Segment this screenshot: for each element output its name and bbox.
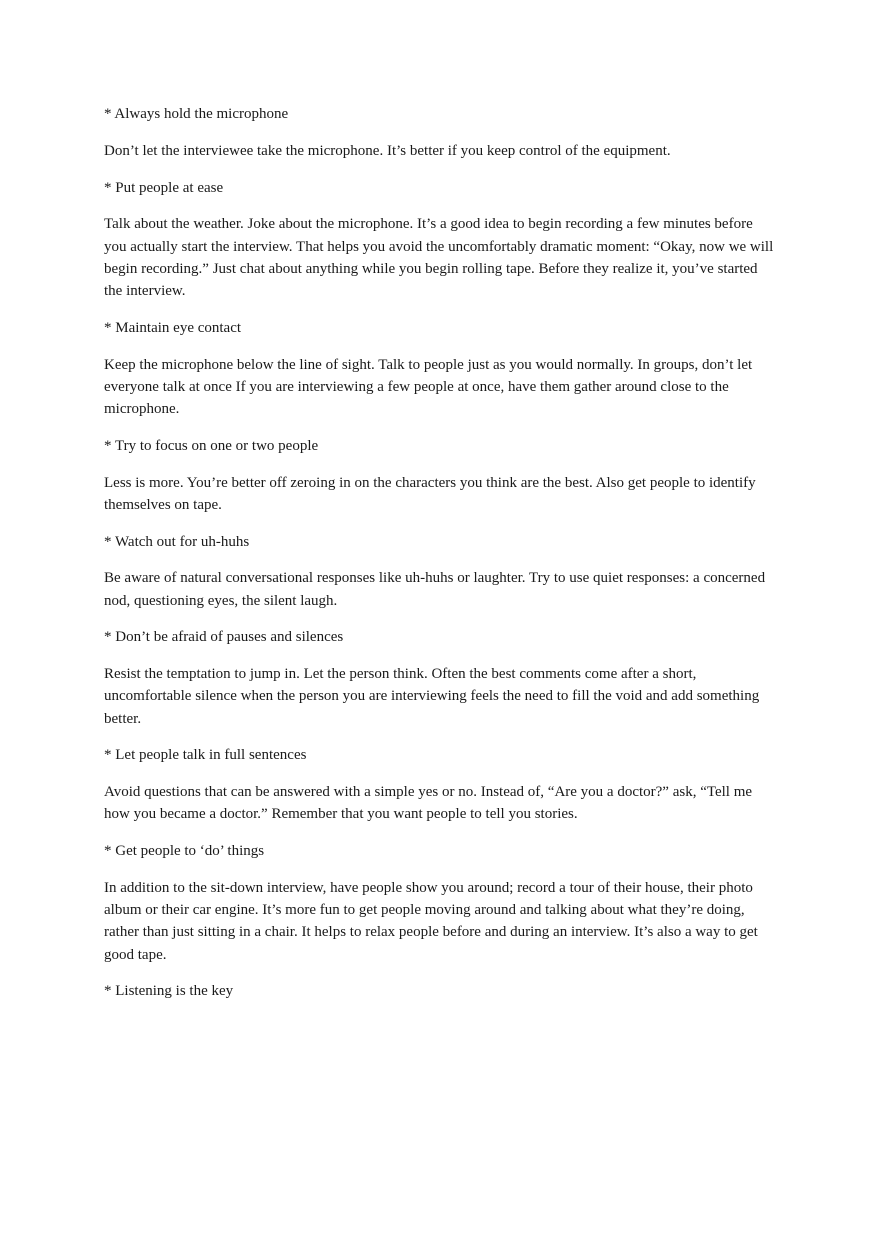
- section-put-people-at-ease: [104, 177, 776, 303]
- section-get-people-to-do-things: [104, 840, 776, 966]
- section-heading: * Let people talk in full sentences: [104, 747, 307, 764]
- section-paragraph: Don’t let the interviewee take the microphone. It’s better if you keep control of the equipment.: [104, 142, 671, 159]
- section-heading: * Listening is the key: [104, 983, 234, 1000]
- section-listening-is-the-key: [104, 980, 776, 1002]
- section-paragraph: Talk about the weather. Joke about the microphone. It’s a good idea to begin recording a few minutes before you actually start the interview. That helps you avoid the uncomfortably dramatic moment: “Okay, now we will begin recording.” Just chat about anything while you begin rolling tape. Before they realize it, you’ve started the interview.: [104, 216, 774, 299]
- section-heading: * Maintain eye contact: [104, 319, 242, 336]
- section-heading: * Watch out for uh-huhs: [104, 533, 250, 550]
- section-pauses-and-silences: [104, 626, 776, 729]
- section-heading: * Don’t be afraid of pauses and silences: [104, 629, 344, 646]
- section-full-sentences: [104, 744, 776, 825]
- section-heading: * Always hold the microphone: [104, 106, 289, 122]
- document-page: [104, 103, 776, 1017]
- section-paragraph: In addition to the sit-down interview, have people show you around; record a tour of their house, their photo album or their car engine. It’s more fun to get people moving around and talking about what they’re doing, rather than just sitting in a chair. It helps to relax people before and during an interview. It’s also a way to get good tape.: [104, 879, 758, 963]
- section-heading: * Try to focus on one or two people: [104, 437, 319, 454]
- section-maintain-eye-contact: [104, 317, 776, 420]
- section-always-hold-microphone: [104, 103, 776, 162]
- section-watch-out-uh-huhs: [104, 531, 776, 612]
- section-paragraph: Resist the temptation to jump in. Let the person think. Often the best comments come after a short, uncomfortable silence when the person you are interviewing feels the need to fill the void and add something better.: [104, 666, 760, 727]
- section-paragraph: Avoid questions that can be answered with a simple yes or no. Instead of, “Are you a doctor?” ask, “Tell me how you became a doctor.” Remember that you want people to tell you stories.: [104, 784, 753, 823]
- section-focus-on-one-or-two: [104, 435, 776, 516]
- section-heading: * Get people to ‘do’ things: [104, 843, 265, 860]
- section-paragraph: Be aware of natural conversational responses like uh-huhs or laughter. Try to use quiet responses: a concerned nod, questioning eyes, the silent laugh.: [104, 570, 766, 609]
- section-paragraph: Keep the microphone below the line of sight. Talk to people just as you would normally. In groups, don’t let everyone talk at once If you are interviewing a few people at once, have them gather around close to the microphone.: [104, 356, 753, 417]
- section-paragraph: Less is more. You’re better off zeroing in on the characters you think are the best. Also get people to identify themselves on tape.: [104, 474, 756, 513]
- section-heading: * Put people at ease: [104, 179, 224, 196]
